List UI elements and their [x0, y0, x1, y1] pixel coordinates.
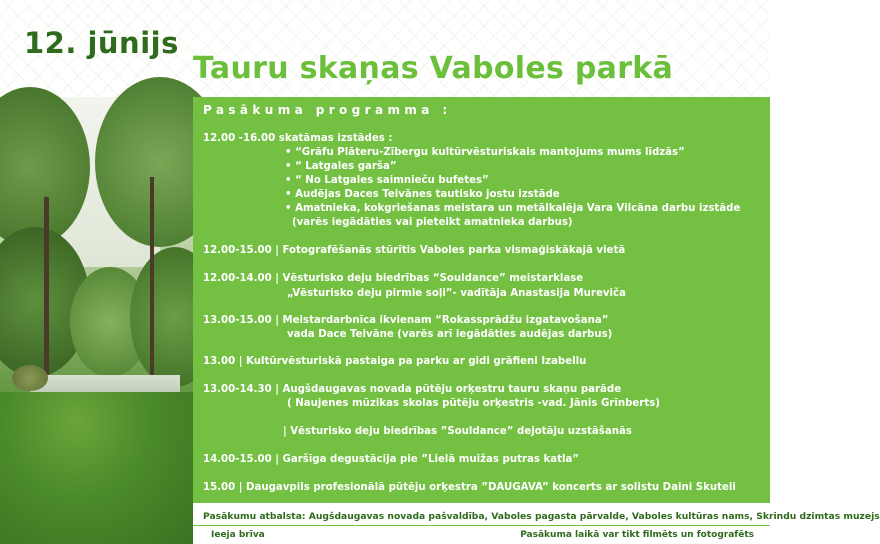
program-line: 12.00 -16.00 skatāmas izstādes :: [203, 133, 393, 144]
event-date: 12. jūnijs: [24, 26, 179, 60]
photo-bush: [12, 365, 48, 391]
program-line: vada Dace Teivāne (varēs arī iegādāties audējas darbus): [287, 329, 613, 340]
event-title: Tauru skaņas Vaboles parkā: [193, 51, 674, 86]
program-heading: Pasākuma programma :: [203, 103, 452, 117]
program-bullet: • Audējas Daces Teivānes tautisko jostu izstāde: [285, 188, 560, 202]
program-bullet: • “Grāfu Plāteru-Zībergu kultūrvēsturiskais mantojums mums līdzās”: [285, 146, 685, 160]
program-line: „Vēsturisko deju pirmie soļi”- vadītāja Anastasija Mureviča: [287, 288, 626, 299]
footer-divider: [193, 525, 770, 526]
filming-notice: Pasākuma laikā var tikt filmēts un fotografēts: [520, 530, 754, 540]
program-line: 12.00-14.00 | Vēsturisko deju biedrības “Souldance” meistarklase: [203, 273, 584, 284]
program-line: | Vēsturisko deju biedrības ”Souldance” dejotāju uzstāšanās: [283, 426, 632, 437]
program-line: 12.00-15.00 | Fotografēšanās stūrītis Vaboles parka vismaģiskākajā vietā: [203, 245, 626, 256]
entry-free-text: Ieeja brīva: [211, 530, 265, 540]
program-bullet: • “ Latgales garša”: [285, 160, 397, 174]
program-bullet: • Amatnieka, kokgriešanas meistara un metālkalēja Vara Vilcāna darbu izstāde: [285, 202, 740, 216]
photo-grass: [0, 392, 193, 544]
sponsors-text: Pasākumu atbalsta: Augšdaugavas novada pašvaldība, Vaboles pagasta pārvalde, Vaboles kultūras nams, Skrindu dzimtas muzejs: [203, 511, 880, 522]
program-line: 13.00-15.00 | Meistardarbnīca ikvienam “Rokassprādžu izgatavošana”: [203, 315, 609, 326]
program-line: 13.00 | Kultūrvēsturiskā pastaiga pa parku ar gidi grāfieni Izabellu: [203, 356, 587, 367]
program-line: (varēs iegādāties vai pieteikt amatnieka darbus): [292, 217, 573, 228]
program-line: 15.00 | Daugavpils profesionālā pūtēju orķestra ”DAUGAVA” koncerts ar solistu Daini Skuteli: [203, 482, 736, 493]
photo-trunk: [44, 197, 49, 387]
program-bullet: • “ No Latgales saimnieču bufetes”: [285, 174, 489, 188]
program-line: 14.00-15.00 | Garšīga degustācija pie ”Lielā muižas putras katla”: [203, 454, 580, 465]
program-panel: [193, 97, 770, 503]
park-photo: [0, 97, 193, 544]
photo-trunk: [150, 177, 154, 377]
footer: [193, 503, 880, 544]
program-line: ( Naujenes mūzikas skolas pūtēju orķestris -vad. Jānis Grīnberts): [287, 398, 660, 409]
program-line: 13.00-14.30 | Augšdaugavas novada pūtēju orķestru tauru skaņu parāde: [203, 384, 622, 395]
